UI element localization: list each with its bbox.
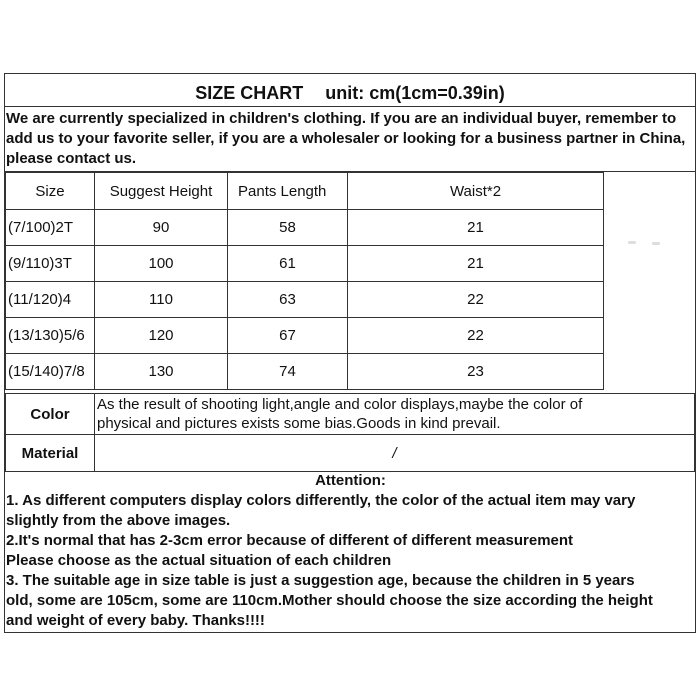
pants-length-cell: 63 <box>228 282 348 318</box>
material-value: / <box>95 435 695 472</box>
header-suggest-height: Suggest Height <box>95 173 228 210</box>
table-row <box>6 354 696 390</box>
header-size: Size <box>6 173 95 210</box>
table-row <box>6 318 696 354</box>
color-note-line: physical and pictures exists some bias.Goods in kind prevail. <box>97 415 501 432</box>
header-waist: Waist*2 <box>348 173 604 210</box>
height-cell: 90 <box>95 210 228 246</box>
pants-length-cell: 61 <box>228 246 348 282</box>
height-cell: 100 <box>95 246 228 282</box>
color-note <box>95 394 695 435</box>
blank-cell <box>604 210 696 246</box>
color-row <box>6 394 695 435</box>
blank-cell <box>604 246 696 282</box>
chart-unit: unit: cm(1cm=0.39in) <box>325 83 505 103</box>
attention-line: 3. The suitable age in size table is just a suggestion age, because the children in 5 years <box>6 572 635 589</box>
table-header-row <box>6 173 696 210</box>
height-cell: 130 <box>95 354 228 390</box>
header-pants-length: Pants Length <box>228 173 348 210</box>
height-cell: 110 <box>95 282 228 318</box>
size-cell: (7/100)2T <box>6 210 95 246</box>
size-cell: (15/140)7/8 <box>6 354 95 390</box>
attention-section <box>5 471 695 631</box>
attention-line: Please choose as the actual situation of each children <box>6 552 392 569</box>
size-table <box>5 172 696 390</box>
decorative-dot <box>628 241 636 244</box>
size-cell: (13/130)5/6 <box>6 318 95 354</box>
waist-cell: 22 <box>348 318 604 354</box>
material-row <box>6 435 695 472</box>
waist-cell: 22 <box>348 282 604 318</box>
attention-title: Attention: <box>315 472 386 489</box>
blank-cell <box>604 282 696 318</box>
chart-title <box>5 74 695 107</box>
waist-cell: 21 <box>348 210 604 246</box>
height-cell: 120 <box>95 318 228 354</box>
material-label: Material <box>6 435 95 472</box>
blank-cell <box>604 354 696 390</box>
info-table <box>5 393 695 472</box>
pants-length-cell: 67 <box>228 318 348 354</box>
waist-cell: 23 <box>348 354 604 390</box>
table-row <box>6 282 696 318</box>
color-label: Color <box>6 394 95 435</box>
color-note-line: As the result of shooting light,angle and color displays,maybe the color of <box>97 396 583 413</box>
attention-line: 2.It's normal that has 2-3cm error because of different of different measurement <box>6 532 574 549</box>
table-row <box>6 210 696 246</box>
attention-line: old, some are 105cm, some are 110cm.Mother should choose the size according the height <box>6 592 653 609</box>
chart-title-main: SIZE CHART <box>195 83 304 103</box>
size-chart-sheet <box>4 73 696 633</box>
intro-text: We are currently specialized in children's clothing. If you are an individual buyer, remember to add us to your favorite seller, if you are a wholesaler or looking for a business partner in China, please contact us. <box>5 106 695 172</box>
table-row <box>6 246 696 282</box>
attention-line: 1. As different computers display colors differently, the color of the actual item may vary <box>6 492 636 509</box>
attention-line: slightly from the above images. <box>6 512 231 529</box>
blank-cell <box>604 318 696 354</box>
pants-length-cell: 74 <box>228 354 348 390</box>
blank-cell <box>604 173 696 210</box>
attention-line: and weight of every baby. Thanks!!!! <box>6 612 265 629</box>
waist-cell: 21 <box>348 246 604 282</box>
pants-length-cell: 58 <box>228 210 348 246</box>
size-cell: (11/120)4 <box>6 282 95 318</box>
decorative-dot <box>652 242 660 245</box>
size-cell: (9/110)3T <box>6 246 95 282</box>
